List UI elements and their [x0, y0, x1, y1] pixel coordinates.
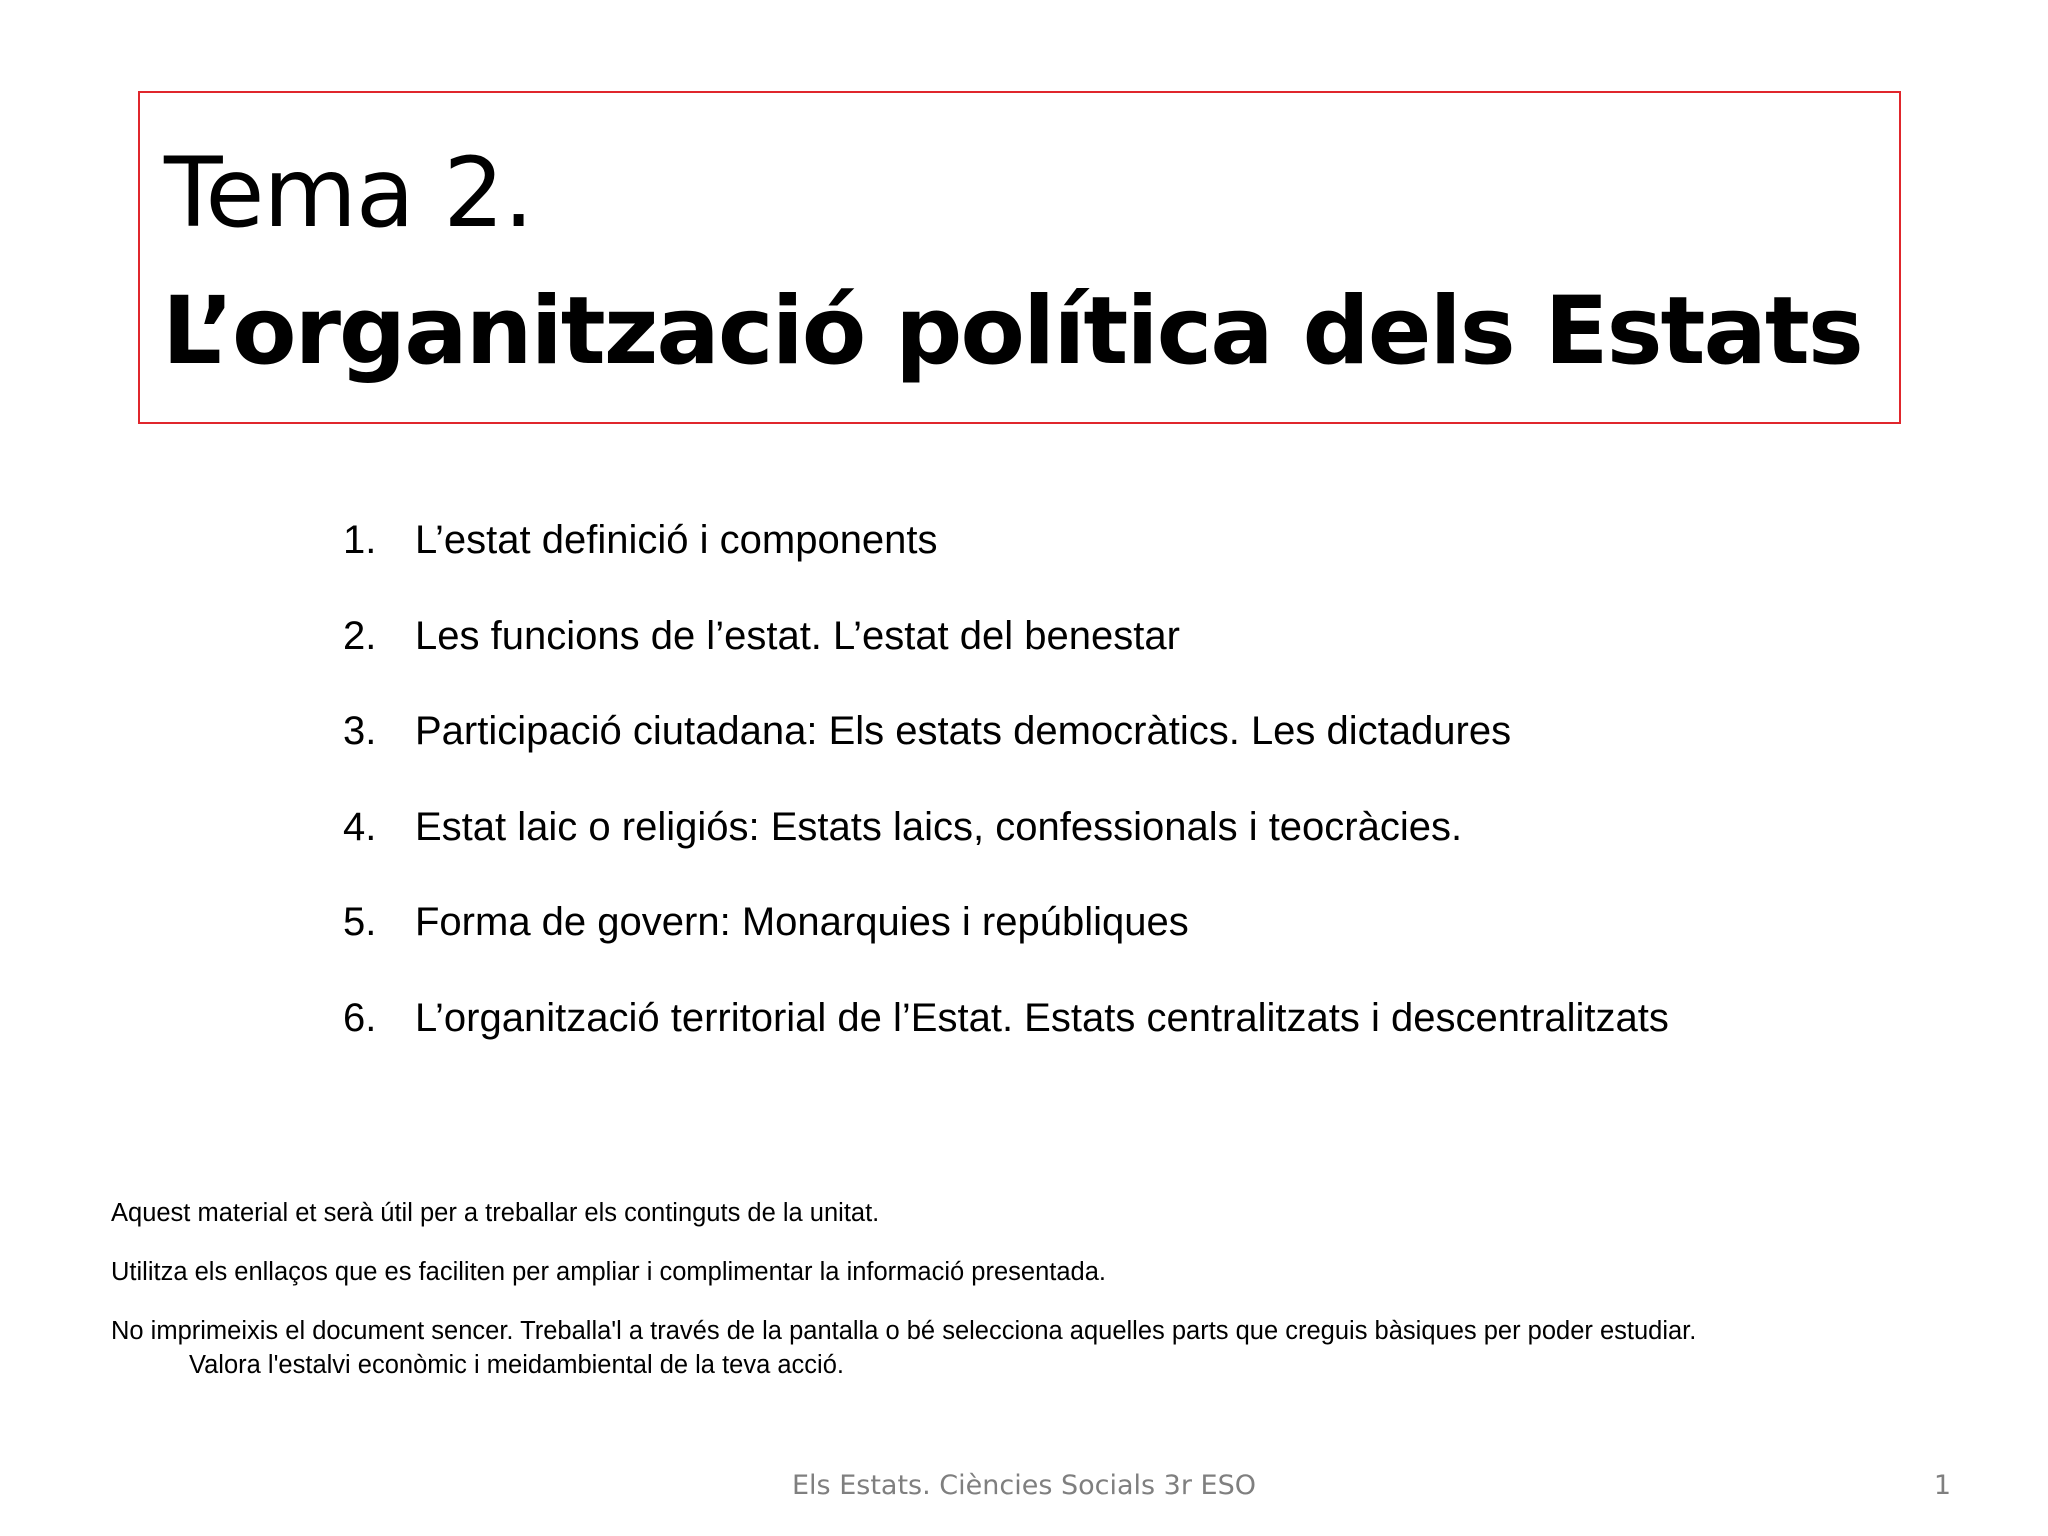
note-text: No imprimeixis el document sencer. Treballa'l a través de la pantalla o bé selecciona aquelles parts que creguis bàsiques per poder estudiar. — [111, 1317, 1697, 1345]
list-item-text: Forma de govern: Monarquies i repúbliques — [415, 900, 1189, 944]
title-line-1: Tema 2. — [164, 137, 533, 249]
footer-caption: Els Estats. Ciències Socials 3r ESO — [792, 1470, 1256, 1501]
list-item-number: 1. — [343, 518, 377, 562]
list-item-number: 6. — [343, 995, 377, 1040]
list-item-text: L’estat definició i components — [415, 518, 938, 562]
list-item-text: L’organització territorial de l’Estat. Estats centralitzats i descentralitzats — [415, 995, 1669, 1040]
list-item-number: 5. — [343, 900, 377, 944]
list-item-text: Participació ciutadana: Els estats democràtics. Les dictadures — [415, 709, 1512, 753]
note-paragraph: Utilitza els enllaços que es faciliten per ampliar i complimentar la informació presentada. — [111, 1258, 1106, 1286]
title-line-2: L’organització política dels Estats — [162, 277, 1862, 386]
note-paragraph: Aquest material et serà útil per a treballar els continguts de la unitat. — [111, 1199, 880, 1227]
list-item-text: Les funcions de l’estat. L’estat del benestar — [415, 613, 1180, 658]
note-text: Valora l'estalvi econòmic i meidambiental de la teva acció. — [189, 1351, 844, 1379]
list-item-number: 3. — [343, 709, 377, 753]
title-box — [138, 91, 1901, 424]
list-item-number: 4. — [343, 804, 377, 849]
list-item-number: 2. — [343, 613, 377, 658]
note-paragraph — [111, 1314, 1961, 1382]
page-number: 1 — [1933, 1470, 1951, 1501]
notes-section — [111, 1196, 1961, 1407]
list-item-text: Estat laic o religiós: Estats laics, confessionals i teocràcies. — [415, 804, 1463, 849]
